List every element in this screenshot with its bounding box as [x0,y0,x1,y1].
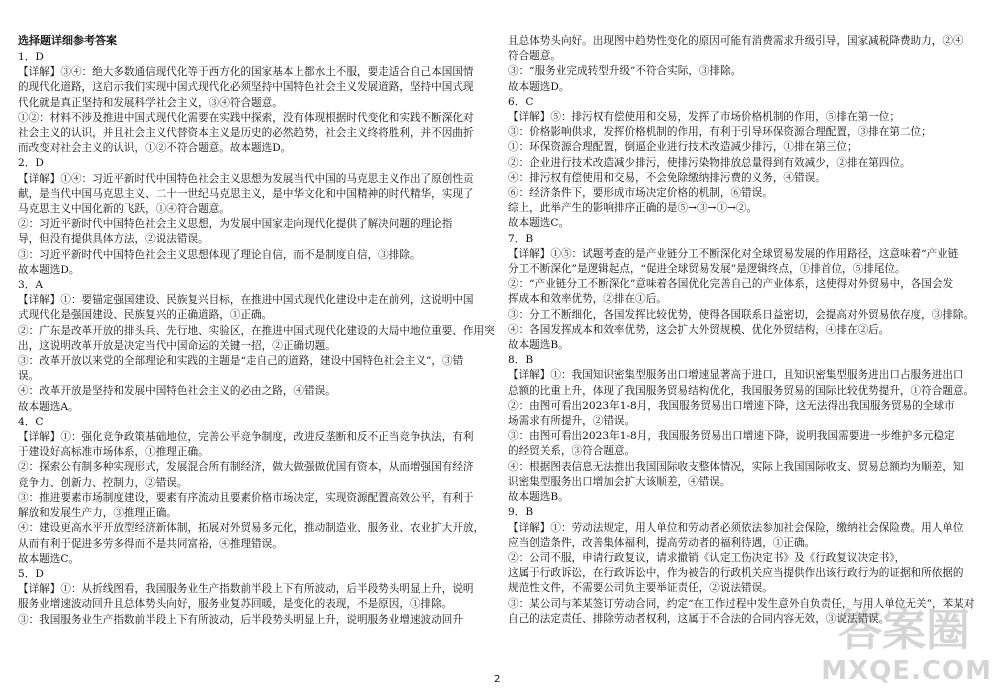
left-text-line: ③：改革开放以来党的全部理论和实践的主题是“走自己的道路，建设中国特色社会主义”，③错 [18,355,464,368]
left-text-line: 代化就是真正坚持和发展科学社会主义，③④符合题意。 [18,96,283,109]
left-text-line: 献，是当代中国马克思主义、二十一世纪马克思主义，是中华文化和中国精神的时代精华，实现了 [18,187,474,200]
left-text-line: ①②：材料不涉及推进中国式现代化需要在实践中探索，没有体现根据时代变化和实践不断深化对 [18,111,474,124]
right-text-line: 故本题选B。 [508,339,569,352]
right-text-line: 【详解】①：劳动法规定，用人单位和劳动者必须依法参加社会保险，缴纳社会保险费。用人单位 [508,521,964,534]
right-text-line: ④：各国发挥成本和效率优势，这会扩大外贸规模、优化外贸结构，④排在②后。 [508,323,890,336]
right-text-line: ②：公司不服，申请行政复议，请求撤销《认定工伤决定书》及《行政复议决定书》， [508,551,906,564]
left-text-line: 【详解】③④：绝大多数通信现代化等于西方化的国家基本上都水土不服，要走适合自己本国国情 [18,66,474,79]
right-text-line: 总额的比重上升，体现了我国服务贸易结构优化，我国服务贸易的国际比较优势提升，①符合题意。 [508,384,975,397]
right-text-line: 故本题选B。 [508,491,569,504]
left-text-line: 从而有利于促进多劳多得而不是共同富裕，④推理错误。 [18,537,283,550]
right-text-line: 【详解】①：我国知识密集型服务出口增速显著高于进口，且知识密集型服务进出口占服务进出口 [508,369,964,382]
left-text-line: 3．A [18,279,43,292]
left-text-line: 4．C [18,415,44,428]
right-text-line: ③：价格影响供求，发挥价格机制的作用，有利于引导环保资源合理配置，③排在第二位； [508,126,932,139]
left-text-line: 式现代化是强国建设、民族复兴的正确道路，①正确。 [18,309,273,322]
left-text-line: ②：探索公有制多种实现形式，发展混合所有制经济，做大做强做优国有资本，从而增强国有经济 [18,461,474,474]
right-text-line: 自己的法定责任、排除劳动者权利，这属于不合法的合同内容无效，③说法错误。 [508,612,890,625]
right-text-line: 规范性文件，不需要公司负主要举证责任，②说法错误。 [508,582,773,595]
page-title: 选择题详细参考答案 [18,34,117,47]
right-text-line: ④：排污权有偿使用和交易，不会免除缴纳排污费的义务，④错误。 [508,171,826,184]
right-text-line: 这属于行政诉讼，在行政诉讼中，作为被告的行政机关应当提供作出该行政行为的证据和所依据的 [508,567,964,580]
right-text-line: 故本题选C。 [508,217,570,230]
left-text-line: 【详解】①：要锚定强国建设、民族复兴目标，在推进中国式现代化建设中走在前列，这说明中国 [18,294,474,307]
right-text-line: ⑥：经济条件下，要形成市场决定价格的机制，⑥错误。 [508,187,773,200]
right-text-line: ②：“产业链分工不断深化”意味着各国优化完善自己的产业体系，这使得对外贸易中，各国会发 [508,278,954,291]
right-text-line: 【详解】①⑤：试题考查的是产业链分工不断深化对全球贸易发展的作用路径，这意味着“产业链 [508,247,959,260]
left-text-line: 竞争力、创新力、控制力，②错误。 [18,476,188,489]
left-text-line: 服务业增速波动回升且总体势头向好，服务业复苏回暖，是变化的表现，不是原因，①排除。 [18,598,453,611]
right-text-line: ②：企业进行技术改造减少排污，使排污染物排放总量得到有效减少，②排在第四位。 [508,156,911,169]
right-text-line: 的经贸关系，③符合题意。 [508,445,636,458]
left-text-line: 出，这说明改革开放是决定当代中国命运的关键一招，②正确切题。 [18,339,336,352]
right-text-line: 应当创造条件，改善集体福利，提高劳动者的福利待遇，①正确。 [508,536,816,549]
watermark-text: MXQE.COM [821,656,992,686]
right-text-line: 挥成本和效率优势，②排在①后。 [508,293,667,306]
left-text-line: ③：我国服务业生产指数前半段上下有所波动，后半段势头明显上升，说明服务业增速波动回升 [18,613,463,626]
right-text-line: ③：“服务业完成转型升级”不符合实际，③排除。 [508,65,742,78]
left-text-line: 1．D [18,51,44,63]
right-text-line: 符合题意。 [508,50,561,63]
right-column [508,34,988,627]
left-text-line: ③：推进要素市场制度建设，要素有序流动且要素价格市场决定，实现资源配置高效公平，有利于 [18,491,474,504]
page-number: 2 [494,674,501,685]
right-text-line: 故本题选D。 [508,80,570,93]
watermark-logo: 答案圈 [838,605,970,656]
left-text-line: 马克思主义中国化新的飞跃，①④符合题意。 [18,203,230,216]
left-text-line: 5．D [18,567,44,580]
left-text-line: 故本题选D。 [18,263,80,276]
left-text-line: 社会主义的认识，并且社会主义代替资本主义是历史的必然趋势，社会主义终将胜利，并不因曲折 [18,127,474,140]
left-text-line: ③：习近平新时代中国特色社会主义思想体现了理论自信，而不是制度自信，③排除。 [18,248,421,261]
right-text-line: 识密集型服务出口增加会扩大该顺差，④错误。 [508,475,731,488]
right-text-line: ②：由图可看出2023年1-8月，我国服务贸易出口增速下降，这无法得出我国服务贸易的全球市 [508,399,955,412]
left-text-line: ②：习近平新时代中国特色社会主义思想，为发展中国家走向现代化提供了解决问题的理论指 [18,218,453,231]
left-text-line: 误。 [18,370,40,383]
left-text-line: 导，但没有提供具体方法，②说法错误。 [18,233,209,246]
left-text-line: 2．D [18,157,44,170]
left-text-line: 而改变对社会主义的认识，①②不符合题意。故本题选D。 [18,142,292,155]
right-text-line: 综上，此举产生的影响排序正确的是⑤→③→①→②。 [508,202,758,215]
right-text-line: ④：根据图表信息无法推出我国国际收支整体情况，实际上我国国际收支、贸易总额均为顺差，知 [508,460,964,473]
left-text-line: 故本题选A。 [18,400,79,413]
right-text-line: 7．B [508,232,534,245]
left-text-line: ④：建设更高水平开放型经济新体制，拓展对外贸易多元化，推动制造业、服务业、农业扩大开放， [18,522,485,535]
left-text-line: 【详解】①：从折线图看，我国服务业生产指数前半段上下有所波动，后半段势头明显上升，说明 [18,583,474,596]
left-text-line: 故本题选C。 [18,552,80,565]
right-text-line: 且总体势头向好。出现图中趋势性变化的原因可能有消费需求升级引导，国家减税降费助力，②④ [508,35,964,47]
left-text-line: ④：改革开放是坚持和发展中国特色社会主义的必由之路，④错误。 [18,385,336,398]
left-text-line: 解放和发展生产力，③推理正确。 [18,507,177,520]
right-text-line: ③：分工不断细化，各国发挥比较优势，使得各国联系日益密切，会提高对外贸易依存度，③排除。 [508,308,975,321]
right-text-line: 【详解】⑤：排污权有偿使用和交易，发挥了市场价格机制的作用，⑤排在第一位； [508,111,900,124]
left-column [18,50,498,628]
left-text-line: 【详解】①④：习近平新时代中国特色社会主义思想为发展当代中国的马克思主义作出了原创性贡 [18,172,474,185]
right-text-line: ①：环保资源合理配置，倒逼企业进行技术改造减少排污，①排在第三位； [508,141,858,154]
right-text-line: 9．B [508,506,534,519]
watermark [772,600,992,692]
right-text-line: 6．C [508,95,534,108]
right-text-line: ③：由图可看出2023年1-8月，我国服务贸易出口增速下降，说明我国需要进一步维护多元稳定 [508,430,955,443]
left-text-line: 【详解】①：强化竞争政策基础地位，完善公平竞争制度，改进反垄断和反不正当竞争执法，有利 [18,431,474,444]
left-text-line: ②：广东是改革开放的排头兵、先行地、实验区，在推进中国式现代化建设的大局中地位重要、作用突 [18,324,495,337]
left-text-line: 的现代化道路，这启示我们实现中国式现代化必须坚持中国特色社会主义发展道路，坚持中国式现 [18,81,474,94]
right-text-line: 分工不断深化”是逻辑起点，“促进全球贸易发展”是逻辑终点，①排首位，⑤排尾位。 [508,263,906,276]
right-text-line: 8．B [508,354,534,367]
right-text-line: ③：某公司与苯某签订劳动合同，约定“在工作过程中发生意外自负责任，与用人单位无关”，苯某对 [508,597,975,610]
left-text-line: 于建设好高标准市场体系，①推理正确。 [18,446,209,459]
right-text-line: 场需求有所提升，②错误。 [508,415,636,428]
